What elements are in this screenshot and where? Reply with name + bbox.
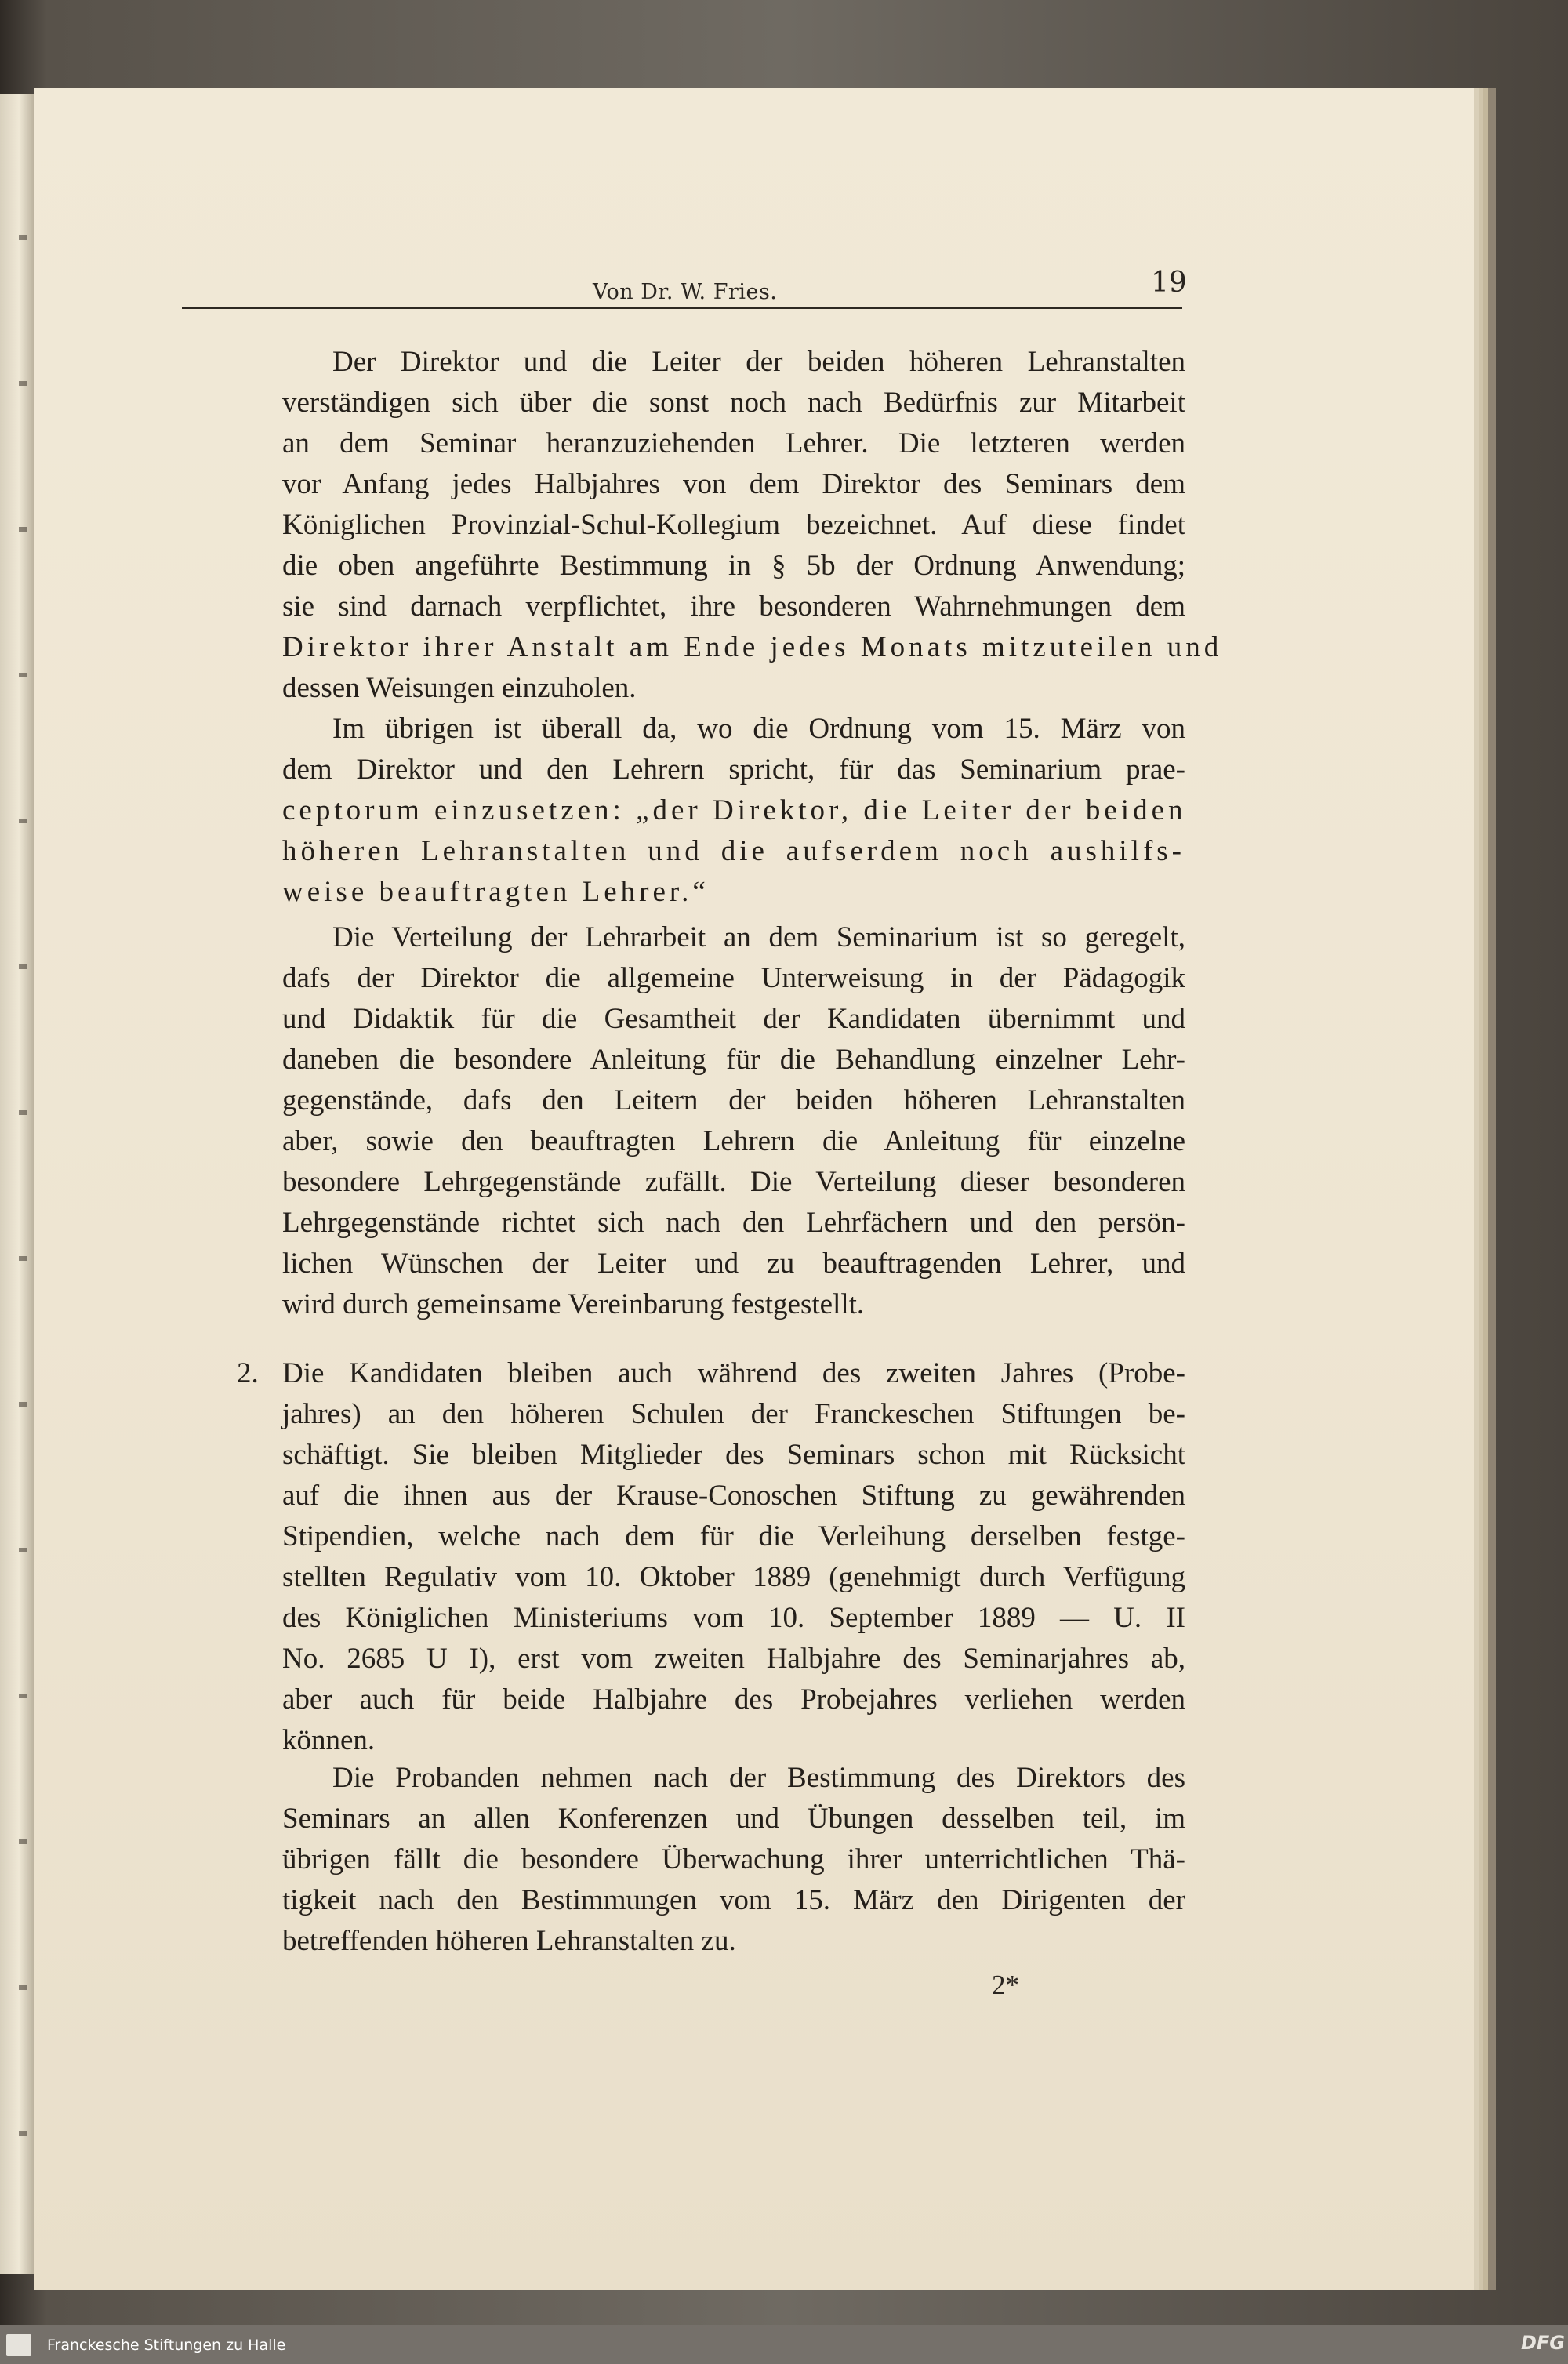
footer-institution: Franckesche Stiftungen zu Halle bbox=[47, 2337, 286, 2354]
text-line: können. bbox=[282, 1724, 376, 1756]
text-line: aber auch für beide Halbjahre des Probejahres verliehen werden bbox=[282, 1683, 1185, 1716]
text-line: Stipendien, welche nach dem für die Verleihung derselben festge- bbox=[282, 1520, 1185, 1552]
text-line: wird durch gemeinsame Vereinbarung festgestellt. bbox=[282, 1288, 865, 1320]
text-line: besondere Lehrgegenstände zufällt. Die Verteilung dieser besonderen bbox=[282, 1166, 1185, 1198]
dfg-logo: DFG bbox=[1520, 2332, 1565, 2354]
page-number: 19 bbox=[1151, 267, 1187, 299]
text-line: dafs der Direktor die allgemeine Unterweisung in der Pädagogik bbox=[282, 962, 1185, 994]
institution-logo-icon bbox=[6, 2334, 31, 2356]
list-number: 2. bbox=[237, 1357, 259, 1389]
text-line: daneben die besondere Anleitung für die Behandlung einzelner Lehr- bbox=[282, 1044, 1185, 1076]
text-line: dessen Weisungen einzuholen. bbox=[282, 672, 637, 704]
text-line: verständigen sich über die sonst noch nach Bedürfnis zur Mitarbeit bbox=[282, 387, 1185, 419]
text-line: vor Anfang jedes Halbjahres von dem Direktor des Seminars dem bbox=[282, 468, 1185, 500]
paragraph-2 bbox=[282, 709, 1185, 913]
text-line: ceptorum einzusetzen: „der Direktor, die Leiter der beiden bbox=[282, 794, 1187, 826]
text-line: aber, sowie den beauftragten Lehrern die Anleitung für einzelne bbox=[282, 1125, 1185, 1157]
text-line: Der Direktor und die Leiter der beiden höheren Lehranstalten bbox=[332, 346, 1185, 378]
text-line: an dem Seminar heranzuziehenden Lehrer. Die letzteren werden bbox=[282, 427, 1185, 459]
text-line: dem Direktor und den Lehrern spricht, für das Seminarium prae- bbox=[282, 754, 1185, 786]
text-line: lichen Wünschen der Leiter und zu beauftragenden Lehrer, und bbox=[282, 1247, 1185, 1280]
text-line: höheren Lehranstalten und die aufserdem noch aushilfs- bbox=[282, 835, 1185, 867]
text-line: sie sind darnach verpflichtet, ihre besonderen Wahrnehmungen dem bbox=[282, 590, 1185, 623]
text-line: Lehrgegenstände richtet sich nach den Lehrfächern und den persön- bbox=[282, 1207, 1185, 1239]
text-line: und Didaktik für die Gesamtheit der Kandidaten übernimmt und bbox=[282, 1003, 1185, 1035]
text-line: weise beauftragten Lehrer.“ bbox=[282, 876, 710, 908]
text-line: betreffenden höheren Lehranstalten zu. bbox=[282, 1925, 736, 1957]
paragraph-4 bbox=[282, 1758, 1185, 1962]
text-line: Die Verteilung der Lehrarbeit an dem Seminarium ist so geregelt, bbox=[332, 921, 1185, 953]
text-line: Königlichen Provinzial-Schul-Kollegium bezeichnet. Auf diese findet bbox=[282, 509, 1185, 541]
text-line: auf die ihnen aus der Krause-Conoschen Stiftung zu gewährenden bbox=[282, 1480, 1185, 1512]
list-item-2 bbox=[282, 1353, 1185, 1761]
text-line: Direktor ihrer Anstalt am Ende jedes Monats mitzuteilen und bbox=[282, 631, 1223, 663]
text-line: tigkeit nach den Bestimmungen vom 15. März den Dirigenten der bbox=[282, 1884, 1185, 1916]
text-line: übrigen fällt die besondere Überwachung ihrer unterrichtlichen Thä- bbox=[282, 1843, 1185, 1876]
running-header: Von Dr. W. Fries. bbox=[593, 280, 778, 304]
text-line: Seminars an allen Konferenzen und Übungen desselben teil, im bbox=[282, 1803, 1185, 1835]
text-line: die oben angeführte Bestimmung in § 5b der Ordnung Anwendung; bbox=[282, 550, 1185, 582]
text-line: gegenstände, dafs den Leitern der beiden höheren Lehranstalten bbox=[282, 1084, 1185, 1117]
left-page-edge bbox=[0, 94, 36, 2274]
text-line: stellten Regulativ vom 10. Oktober 1889 (genehmigt durch Verfügung bbox=[282, 1561, 1185, 1593]
binding-stitches bbox=[19, 94, 27, 2274]
text-line: schäftigt. Sie bleiben Mitglieder des Seminars schon mit Rücksicht bbox=[282, 1439, 1185, 1471]
header-rule bbox=[182, 307, 1182, 309]
text-line: jahres) an den höheren Schulen der Franckeschen Stiftungen be- bbox=[282, 1398, 1185, 1430]
text-line: des Königlichen Ministeriums vom 10. September 1889 — U. II bbox=[282, 1602, 1185, 1634]
signature-mark: 2* bbox=[992, 1970, 1019, 2000]
text-line: Die Kandidaten bleiben auch während des zweiten Jahres (Probe- bbox=[282, 1357, 1185, 1389]
text-line: Im übrigen ist überall da, wo die Ordnung vom 15. März von bbox=[332, 713, 1185, 745]
page-stack-edge bbox=[1474, 110, 1491, 2274]
text-line: Die Probanden nehmen nach der Bestimmung des Direktors des bbox=[332, 1762, 1185, 1794]
paragraph-1 bbox=[282, 342, 1223, 709]
text-line: No. 2685 U I), erst vom zweiten Halbjahre des Seminarjahres ab, bbox=[282, 1643, 1185, 1675]
paragraph-3 bbox=[282, 917, 1185, 1325]
